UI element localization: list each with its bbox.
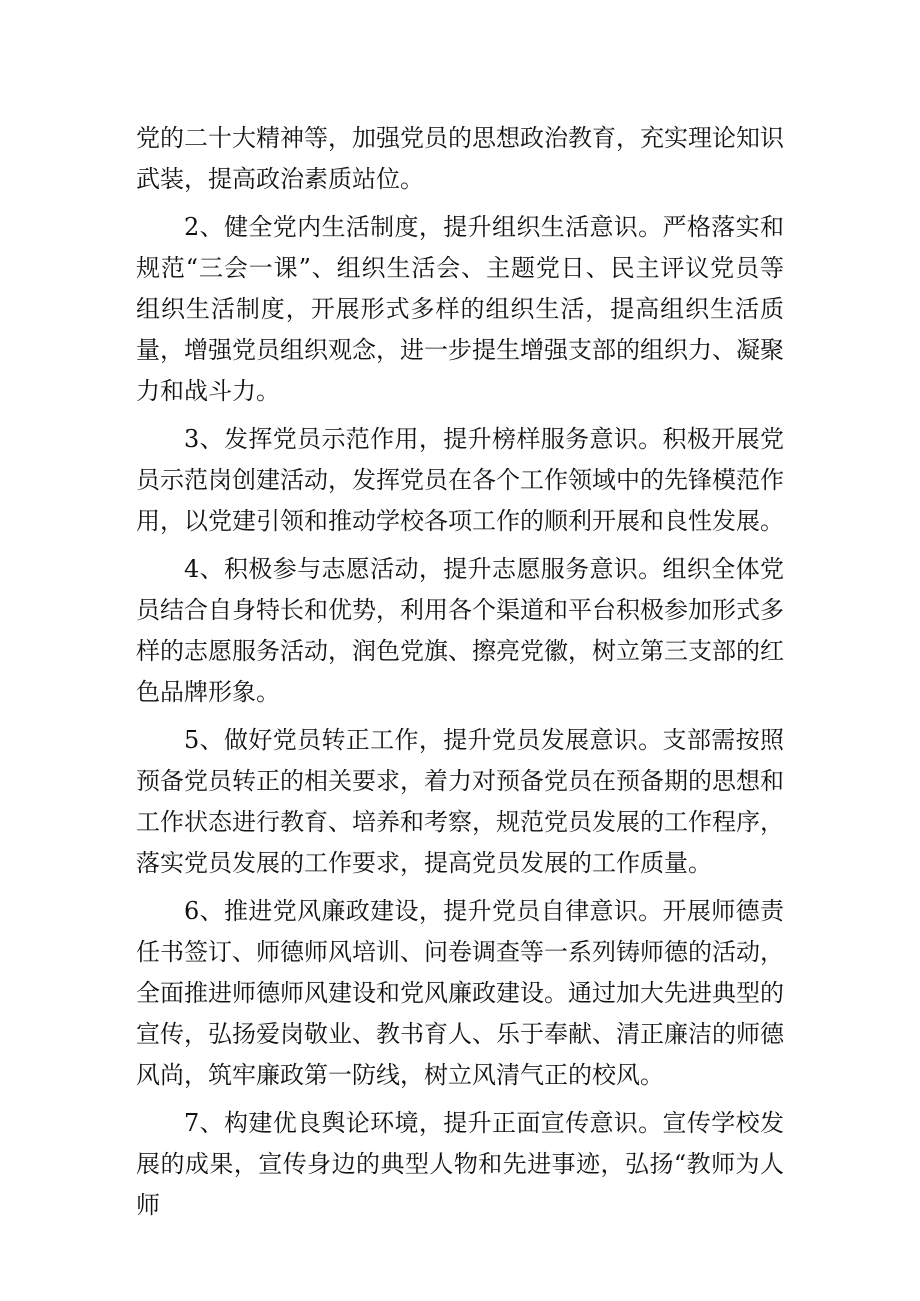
paragraph-item-5: 5、做好党员转正工作，提升党员发展意识。支部需按照预备党员转正的相关要求，着力对预备党员在预备期的思想和工作状态进行教育、培养和考察，规范党员发展的工作程序，落实党员发展的工作要求，提高党员发展的工作质量。 <box>136 726 784 877</box>
paragraph-item-7: 7、构建优良舆论环境，提升正面宣传意识。宣传学校发展的成果，宣传身边的典型人物和先进事迹，弘扬“教师为人师 <box>136 1109 784 1219</box>
paragraph-item-2: 2、健全党内生活制度，提升组织生活意识。严格落实和规范“三会一课”、组织生活会、主题党日、民主评议党员等组织生活制度，开展形式多样的组织生活，提高组织生活质量，增强党员组织观念，进一步提生增强支部的组织力、凝聚力和战斗力。 <box>136 213 784 405</box>
paragraph-item-6: 6、推进党风廉政建设，提升党员自律意识。开展师德责任书签订、师德师风培训、问卷调查等一系列铸师德的活动，全面推进师德师风建设和党风廉政建设。通过加大先进典型的宣传，弘扬爱岗敬业、教书育人、乐于奉献、清正廉洁的师德风尚，筑牢廉政第一防线，树立风清气正的校风。 <box>136 897 784 1089</box>
paragraph-item-3: 3、发挥党员示范作用，提升榜样服务意识。积极开展党员示范岗创建活动，发挥党员在各个工作领域中的先锋模范作用，以党建引领和推动学校各项工作的顺利开展和良性发展。 <box>136 425 784 535</box>
paragraph-item-4: 4、积极参与志愿活动，提升志愿服务意识。组织全体党员结合自身特长和优势，利用各个渠道和平台积极参加形式多样的志愿服务活动，润色党旗、擦亮党徽，树立第三支部的红色品牌形象。 <box>136 555 784 706</box>
paragraph-continuation: 党的二十大精神等，加强党员的思想政治教育，充实理论知识武装，提高政治素质站位。 <box>136 124 784 193</box>
document-body <box>136 118 784 1233</box>
